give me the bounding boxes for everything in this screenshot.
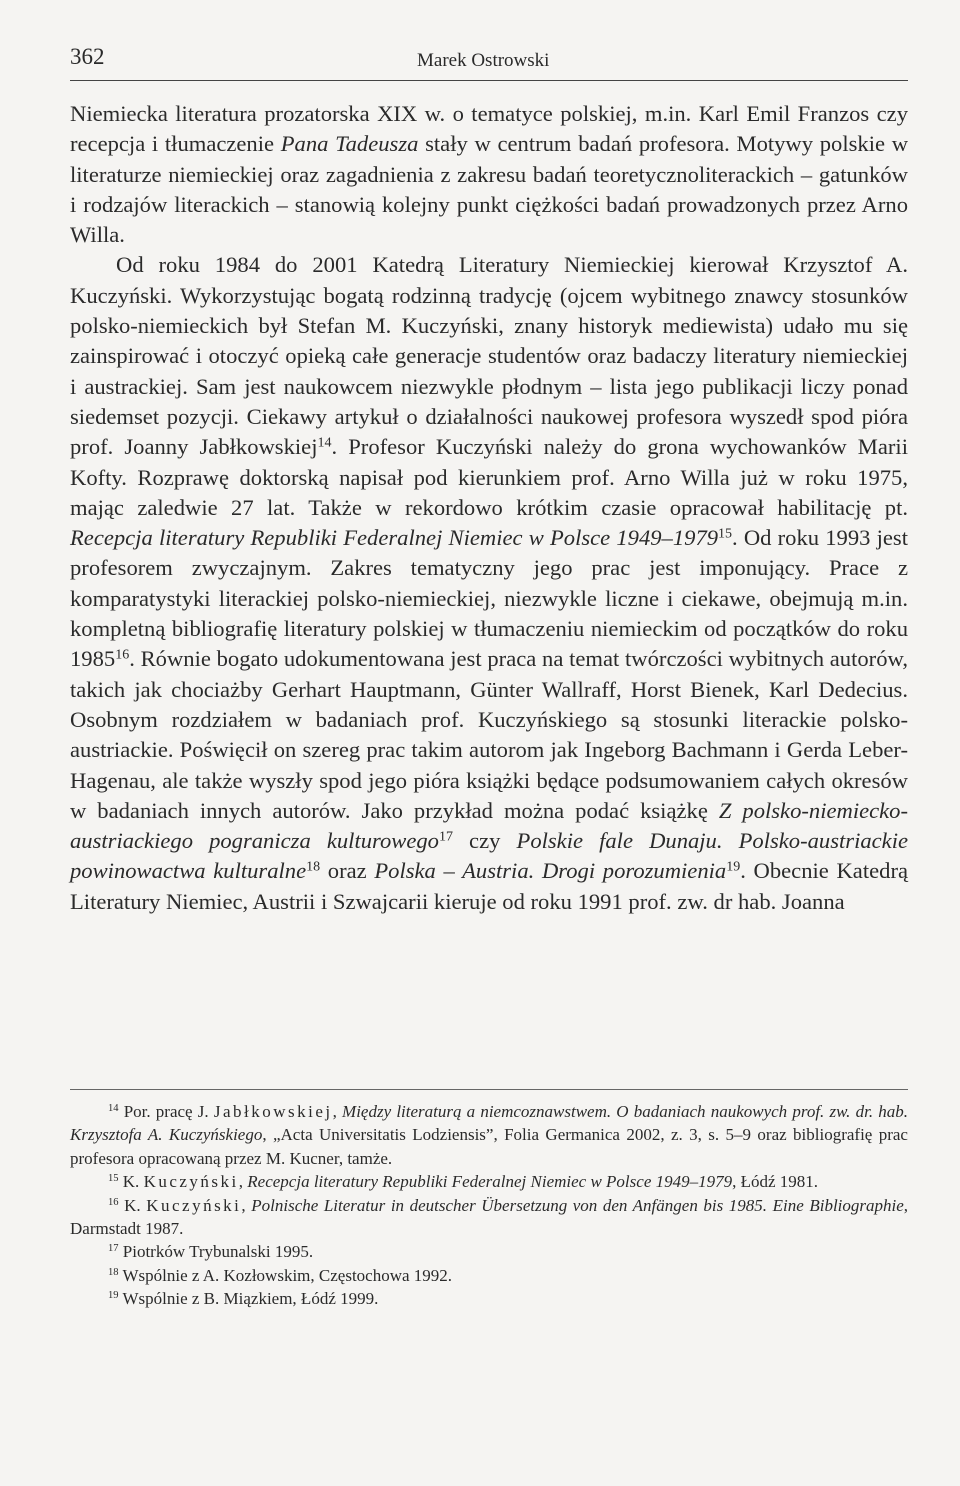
text-run: stały w centrum badań profesora. Motywy polskie w literaturze niemieckiej oraz zagadnienia z zakresu badań teoretycznoliterackich – gatunków i rodzajów literackich – stanowią kolejny punkt ciężkości badań prowadzonych przez Arno Willa. bbox=[70, 131, 909, 248]
footnote-ref: 18 bbox=[306, 859, 321, 875]
footnote-rule bbox=[70, 1089, 908, 1090]
footnote-number: 17 bbox=[108, 1243, 119, 1255]
italic-title: Polska – Austria. Drogi porozumienia bbox=[374, 858, 727, 884]
text-run: , „Acta Universitatis Lodziensis”, Folia Germanica 2002, z. 3, s. 5–9 oraz bibliografię prac profesora opracowaną przez M. Kucner, tamże. bbox=[70, 1125, 908, 1168]
text-run: Por. pracę J. bbox=[118, 1102, 214, 1121]
running-header-author: Marek Ostrowski bbox=[417, 50, 550, 71]
footnote-number: 18 bbox=[108, 1267, 119, 1279]
paragraph bbox=[70, 99, 908, 250]
footnote-number: 14 bbox=[108, 1103, 119, 1115]
footnote-ref: 16 bbox=[115, 647, 130, 663]
text-run: K. bbox=[118, 1195, 147, 1215]
text-run: . Równie bogato udokumentowana jest praca na temat twórczości wybitnych autorów, takich jak chociażby Gerhart Hauptmann, Günter Wallraff, Horst Bienek, Karl Dedecius. Osobnym rozdziałem w badaniach prof. Kuczyńskiego są stosunki literackie polsko-austriackie. Poświęcił on szereg prac takim autorom jak Ingeborg Bachmann i Gerda Leber-Hagenau, ale także wyszły spod jego pióra książki będące podsumowaniem całych okresów w badaniach innych autorów. Jako przykład można podać książkę bbox=[70, 646, 908, 823]
footnote-number: 16 bbox=[108, 1196, 119, 1208]
text-run: , bbox=[332, 1102, 343, 1121]
text-run: , Darmstadt 1987. bbox=[70, 1195, 909, 1239]
italic-title: Polnische Literatur in deutscher Übersetzung von den Anfängen bis 1985. Eine Bibliographie bbox=[251, 1195, 904, 1215]
footnote-17 bbox=[70, 1240, 908, 1263]
text-run: K. bbox=[118, 1172, 144, 1192]
text-run: . Obecnie Katedrą Literatury Niemiec, Austrii i Szwajcarii kieruje od roku 1991 prof. zw. dr hab. Joanna bbox=[70, 858, 908, 914]
footnote-14 bbox=[70, 1100, 908, 1170]
italic-title: Między literaturą a niemcoznawstwem. O badaniach naukowych prof. zw. dr. hab. Krzysztofa A. Kuczyńskiego bbox=[70, 1102, 909, 1145]
italic-title: Recepcja literatury Republiki Federalnej Niemiec w Polsce 1949–1979 bbox=[70, 525, 719, 551]
footnote-15 bbox=[70, 1170, 908, 1193]
footnote-16 bbox=[70, 1194, 908, 1241]
body-text bbox=[70, 99, 908, 917]
footnotes bbox=[70, 1100, 908, 1311]
text-run: Piotrków Trybunalski 1995. bbox=[118, 1242, 314, 1262]
footnote-ref: 17 bbox=[438, 829, 453, 845]
text-run: Wspólnie z A. Kozłowskim, Częstochowa 1992. bbox=[118, 1265, 453, 1285]
spaced-author: Jabłkowskiej bbox=[213, 1102, 333, 1121]
text-run: czy bbox=[452, 828, 517, 854]
text-run: . Profesor Kuczyński należy do grona wychowanków Marii Kofty. Rozprawę doktorską napisał pod kierunkiem prof. Arno Willa już w roku 1975, mając zaledwie 27 lat. Także w rekordowo krótkim czasie opracował habilitację pt. bbox=[70, 434, 908, 520]
footnote-ref: 15 bbox=[718, 526, 733, 542]
text-run: Wspólnie z B. Miązkiem, Łódź 1999. bbox=[118, 1289, 379, 1309]
footnote-ref: 14 bbox=[317, 435, 332, 451]
text-run: oraz bbox=[320, 858, 375, 884]
paragraph bbox=[70, 250, 908, 917]
spaced-author: Kuczyński bbox=[146, 1195, 242, 1215]
footnote-19 bbox=[70, 1287, 908, 1310]
footnote-ref: 19 bbox=[726, 859, 741, 875]
italic-title: Pana Tadeusza bbox=[280, 131, 419, 157]
text-run: , Łódź 1981. bbox=[732, 1172, 819, 1192]
italic-title: Polskie fale Dunaju. Polsko-austriackie powinowactwa kulturalne bbox=[70, 828, 909, 884]
italic-title: Z polsko-niemiecko-austriackiego pogranicza kulturowego bbox=[70, 797, 909, 854]
running-header bbox=[70, 44, 908, 76]
page-number: 362 bbox=[70, 44, 105, 69]
text-run: . Od roku 1993 jest profesorem zwyczajnym. Zakres tematyczny jego prac jest imponujący. Prace z komparatystyki literackiej polsko-niemieckiej, niezwykle liczne i ciekawe, obejmują m.in. kompletną bibliografię literatury polskiej w tłumaczeniu niemieckim od początków do roku 1985 bbox=[70, 525, 908, 672]
text-run: , bbox=[241, 1195, 252, 1215]
spaced-author: Kuczyński bbox=[143, 1172, 239, 1192]
italic-title: Recepcja literatury Republiki Federalnej Niemiec w Polsce 1949–1979 bbox=[247, 1172, 733, 1192]
text-run: Od roku 1984 do 2001 Katedrą Literatury Niemieckiej kierował Krzysztof A. Kuczyński. Wykorzystując bogatą rodzinną tradycję (ojcem wybitnego znawcy stosunków polsko-niemieckich był Stefan M. Kuczyński, znany historyk mediewista) udało mu się zainspirować i otoczyć opieką całe generacje studentów oraz badaczy literatury niemieckiej i austrackiej. Sam jest naukowcem niezwykle płodnym – lista jego publikacji liczy ponad siedemset pozycji. Ciekawy artykuł o działalności naukowej profesora wyszedł spod pióra prof. Joanny Jabłkowskiej bbox=[70, 252, 908, 460]
text-run: , bbox=[238, 1172, 248, 1192]
footnote-number: 19 bbox=[108, 1290, 119, 1302]
footnote-18 bbox=[70, 1264, 908, 1287]
text-run: Niemiecka literatura prozatorska XIX w. o tematyce polskiej, m.in. Karl Emil Franzos czy recepcja i tłumaczenie bbox=[70, 101, 908, 157]
header-rule bbox=[70, 80, 908, 81]
footnote-number: 15 bbox=[108, 1173, 119, 1185]
